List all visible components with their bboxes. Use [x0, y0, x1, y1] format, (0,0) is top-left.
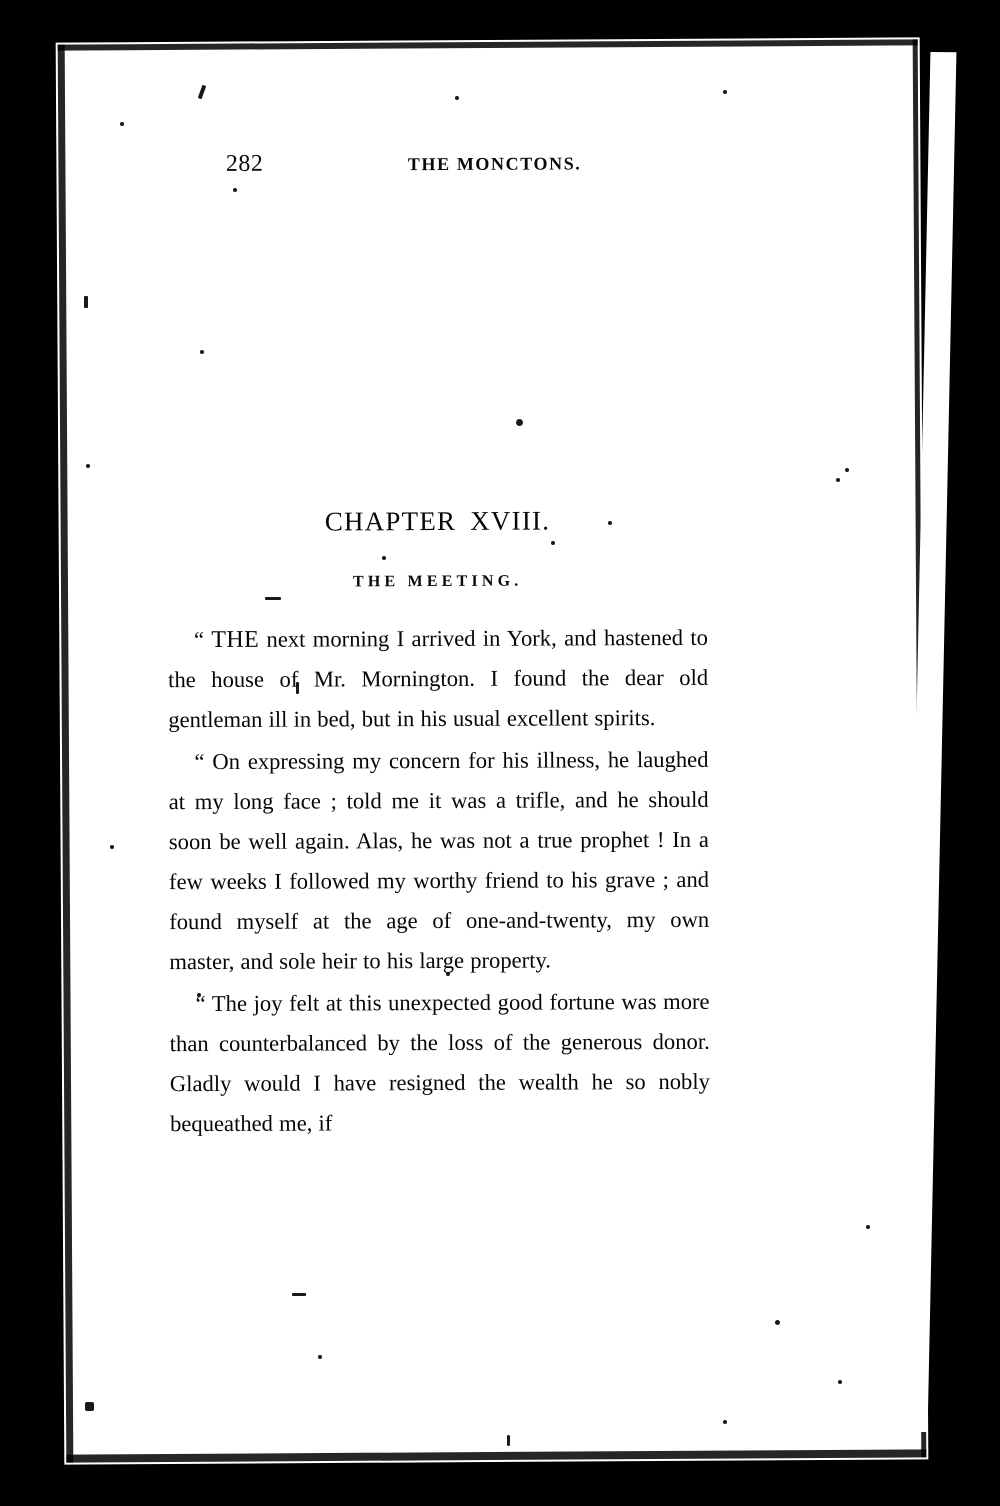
scan-speck	[507, 1435, 510, 1446]
running-title: THE MONCTONS.	[407, 153, 582, 175]
page-text-block	[166, 149, 710, 1146]
page-edge-top	[58, 39, 918, 50]
chapter-subtitle: THE MEETING.	[352, 572, 523, 591]
page-number: 282	[225, 150, 264, 177]
scan-speck	[838, 1380, 842, 1384]
scan-speck	[723, 90, 727, 94]
scan-speck	[836, 478, 840, 482]
scan-speck	[292, 1293, 306, 1296]
page-edge-bottom	[66, 1449, 926, 1462]
running-head	[166, 149, 706, 185]
chapter-heading	[167, 505, 707, 538]
scan-speck	[866, 1225, 870, 1229]
paragraph-opening-smallcaps: THE	[211, 626, 260, 653]
scan-speck	[978, 1277, 982, 1281]
chapter-word: CHAPTER	[324, 505, 457, 537]
chapter-numeral: XVIII.	[470, 505, 551, 536]
scan-speck	[949, 559, 953, 563]
scan-speck	[723, 1420, 727, 1424]
paragraph: “ On expressing my concern for his illness, he laughed at my long face ; told me it was a trifle, and he should soon be well again. Alas, he was not a true prophet ! In a few weeks I followed my worthy friend to his grave ; and found myself at the age of one-and-twenty, my own master, and sole heir to his large property.	[168, 746, 710, 975]
paragraph: “ The joy felt at this unexpected good fortune was more than counterbalanced by the loss of the generous donor. Gladly would I have resigned the wealth he so nobly bequeathed me, if	[169, 988, 710, 1137]
scan-speck	[775, 1320, 780, 1325]
scan-speck	[120, 122, 124, 126]
scan-speck	[845, 468, 849, 472]
scan-speck	[455, 96, 459, 100]
body-text	[168, 618, 710, 1144]
paragraph: “ THE next morning I arrived in York, and hastened to the house of Mr. Mornington. I found the dear old gentleman ill in bed, but in his usual excellent spirits.	[168, 624, 709, 733]
scan-speck	[110, 845, 114, 849]
scan-speck	[86, 464, 90, 468]
page-edge-left	[58, 45, 74, 1463]
scan-speck	[318, 1355, 322, 1359]
scan-speck	[85, 1402, 94, 1411]
scan-speck	[84, 296, 88, 308]
